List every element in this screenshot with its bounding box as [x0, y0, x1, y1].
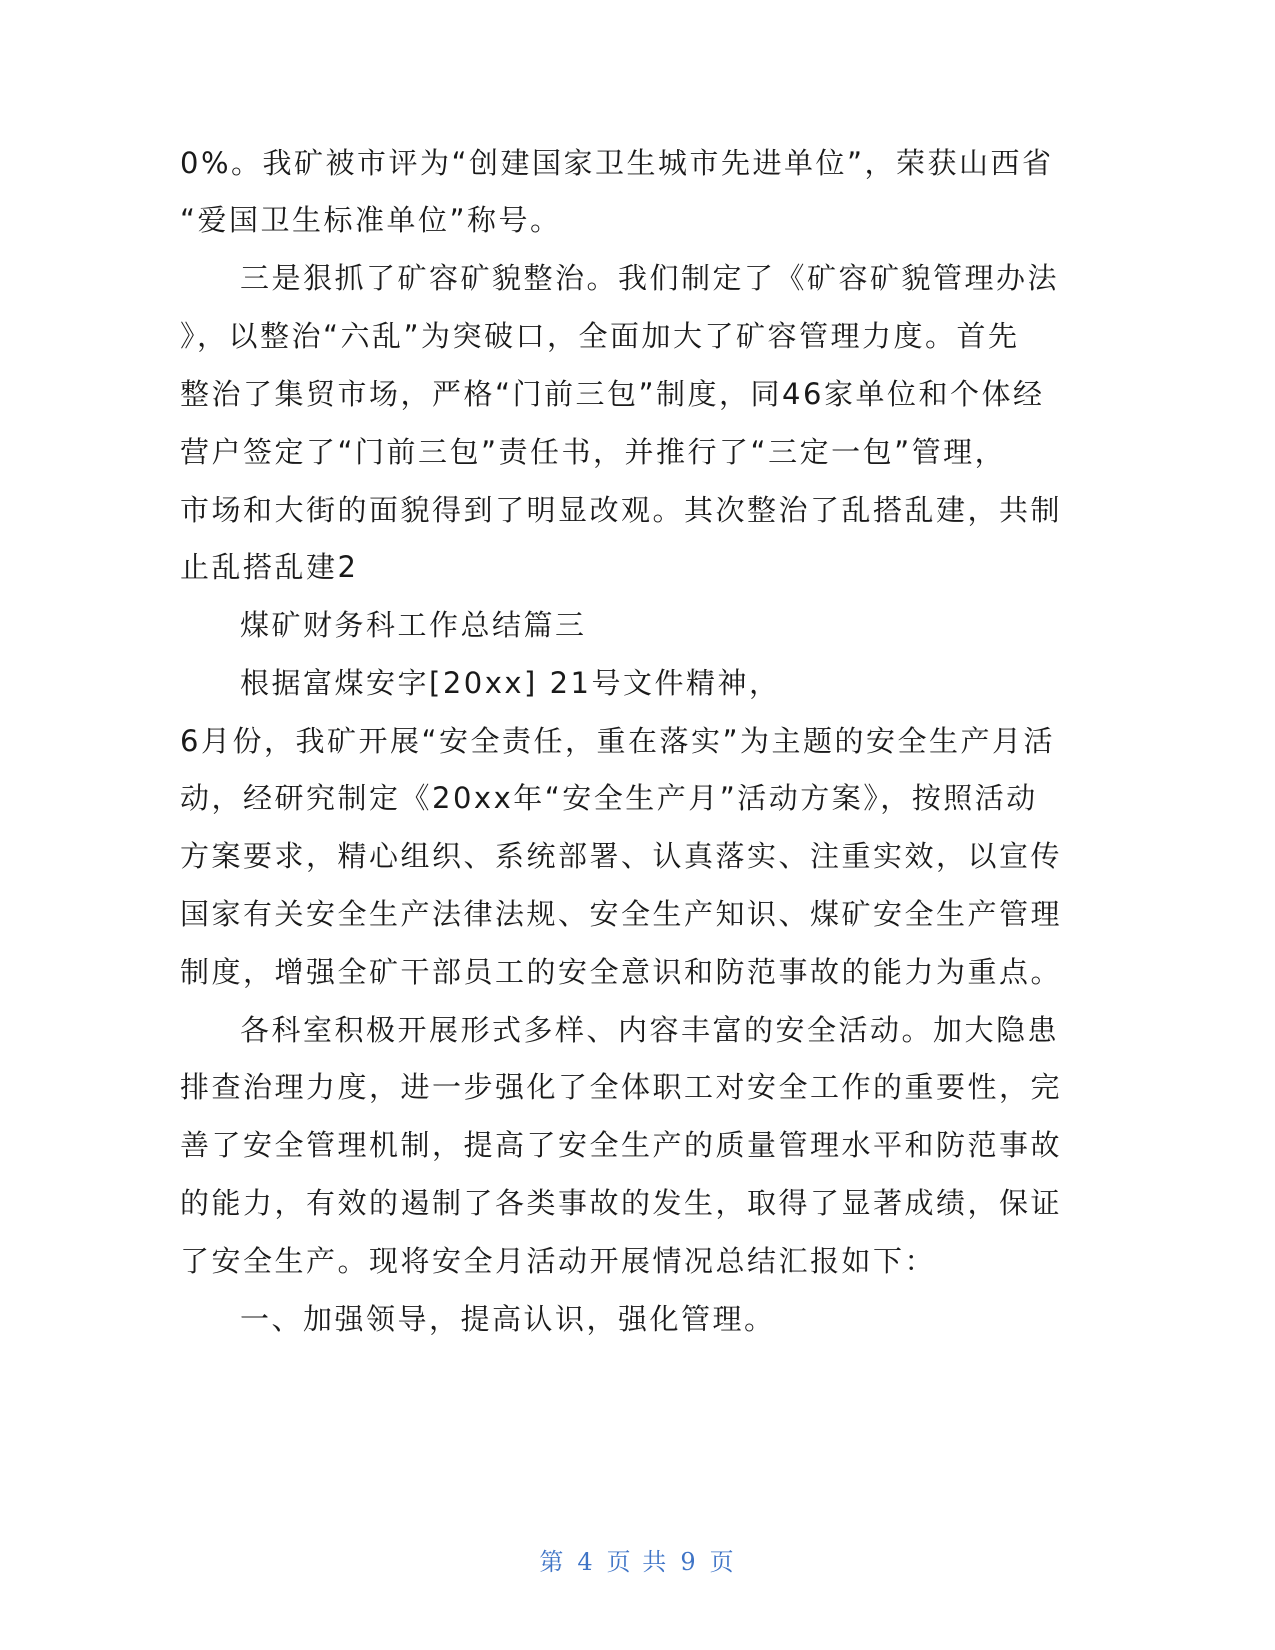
text-line-1: 0%。我矿被市评为“创建国家卫生城市先进单位”，荣获山西省 [180, 146, 1054, 180]
text-line-3: 三是狠抓了矿容矿貌整治。我们制定了《矿容矿貌管理办法 [240, 261, 1060, 295]
text-line-7: 市场和大街的面貌得到了明显改观。其次整治了乱搭乱建，共制 [180, 493, 1063, 527]
text-line-13: 方案要求，精心组织、系统部署、认真落实、注重实效，以宣传 [180, 839, 1063, 873]
text-line-5: 整治了集贸市场，严格“门前三包”制度，同46家单位和个体经 [180, 377, 1045, 411]
text-line-14: 国家有关安全生产法律法规、安全生产知识、煤矿安全生产管理 [180, 897, 1063, 931]
text-line-19: 的能力，有效的遏制了各类事故的发生，取得了显著成绩，保证 [180, 1186, 1063, 1220]
text-line-12: 动，经研究制定《20xx年“安全生产月”活动方案》，按照活动 [180, 781, 1038, 815]
text-line-8: 止乱搭乱建2 [180, 550, 359, 584]
footer-current-page: 4 [577, 1548, 595, 1576]
footer-total-pages: 9 [680, 1548, 698, 1576]
page-footer [0, 1542, 1275, 1577]
text-line-11: 6月份，我矿开展“安全责任，重在落实”为主题的安全生产月活 [180, 724, 1055, 758]
footer-suffix: 页 [709, 1548, 736, 1576]
text-line-6: 营户签定了“门前三包”责任书，并推行了“三定一包”管理， [180, 435, 1007, 469]
text-line-4: 》，以整治“六乱”为突破口，全面加大了矿容管理力度。首先 [180, 319, 1020, 353]
text-line-16: 各科室积极开展形式多样、内容丰富的安全活动。加大隐患 [240, 1013, 1060, 1047]
text-line-21: 一、加强领导，提高认识，强化管理。 [240, 1302, 776, 1336]
text-line-18: 善了安全管理机制，提高了安全生产的质量管理水平和防范事故 [180, 1128, 1063, 1162]
text-line-17: 排查治理力度，进一步强化了全体职工对安全工作的重要性，完 [180, 1070, 1063, 1104]
text-line-10: 根据富煤安字[20xx] 21号文件精神， [240, 666, 781, 700]
text-line-15: 制度，增强全矿干部员工的安全意识和防范事故的能力为重点。 [180, 955, 1063, 989]
footer-prefix: 第 [539, 1548, 566, 1576]
footer-middle: 页 共 [606, 1548, 669, 1576]
text-line-2: “爱国卫生标准单位”称号。 [180, 203, 562, 237]
text-line-20: 了安全生产。现将安全月活动开展情况总结汇报如下： [180, 1244, 937, 1278]
section-heading: 煤矿财务科工作总结篇三 [240, 608, 587, 642]
